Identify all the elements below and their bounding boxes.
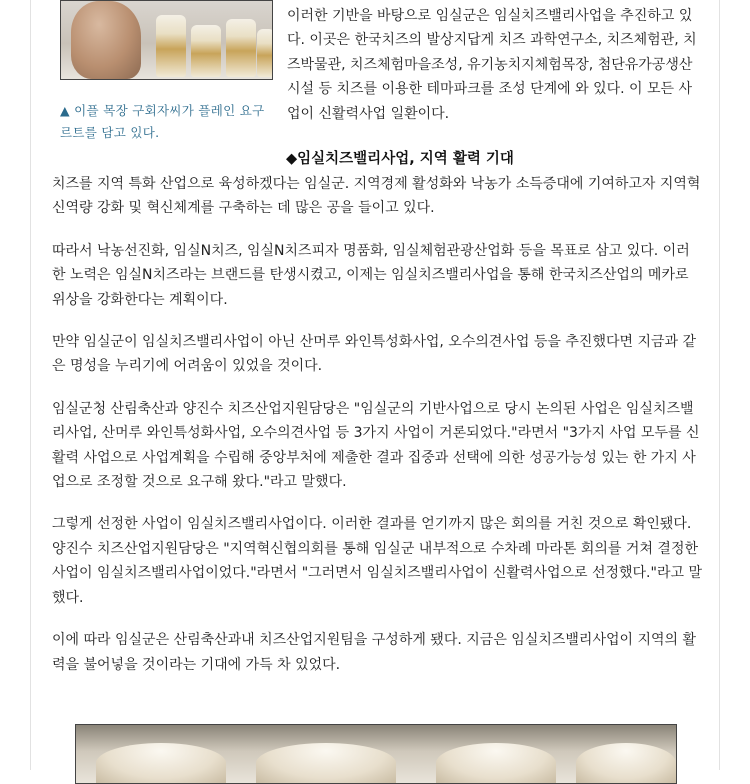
body-paragraph: 그렇게 선정한 사업이 임실치즈밸리사업이다. 이러한 결과를 얻기까지 많은 회의를 거친 것으로 확인됐다. xyxy=(52,516,692,533)
body-paragraph: 치즈를 지역 특화 산업으로 육성하겠다는 임실군. 지역경제 활성화와 낙농가 소득증대에 기여하고자 지역혁신역량 강화 및 혁신체계를 구축하는 데 많은 공을 들이고 있다. xyxy=(52,176,701,217)
yogurt-jar xyxy=(257,29,273,77)
yogurt-jar xyxy=(156,15,186,77)
hand-image-detail xyxy=(71,1,141,79)
article-body xyxy=(52,172,702,695)
yogurt-jar xyxy=(191,25,221,77)
body-paragraph: 임실군청 산림축산과 양진수 치즈산업지원담당은 "임실군의 기반사업으로 당시 논의된 사업은 임실치즈밸리사업, 산머루 와인특성화사업, 오수의견사업 등 3가지 사업이 거론되었다."라면서 "3가지 사업 모두를 신활력 사업으로 사업계획을 수립해 중앙부처에 제출한 결과 집중과 선택에 의한 성공가능성 있는 한 가지 사업으로 조정할 것으로 요구해 왔다."라고 말했다. xyxy=(52,400,700,491)
photo-caption: ▲ 이플 목장 구회자씨가 플레인 요구르트를 담고 있다. xyxy=(60,103,265,140)
yogurt-photo xyxy=(60,0,273,80)
cheese-cup xyxy=(96,743,226,783)
body-paragraph: 양진수 치즈산업지원담당은 "지역혁신협의회를 통해 임실군 내부적으로 수차례 마라톤 회의를 거쳐 결정한 사업이 임실치즈밸리사업이었다."라면서 "그러면서 임실치즈밸리사업이 신활력사업으로 선정했다."라고 말했다. xyxy=(52,540,702,606)
body-paragraph: 만약 임실군이 임실치즈밸리사업이 아닌 산머루 와인특성화사업, 오수의견사업 등을 추진했다면 지금과 같은 명성을 누리기에 어려움이 있었을 것이다. xyxy=(52,334,697,375)
yogurt-jar xyxy=(226,19,256,77)
cheese-photo xyxy=(75,724,677,784)
cheese-cup xyxy=(256,743,396,783)
body-paragraph: 이에 따라 임실군은 산림축산과내 치즈산업지원팀을 구성하게 됐다. 지금은 임실치즈밸리사업이 지역의 활력을 불어넣을 것이라는 기대에 가득 차 있었다. xyxy=(52,632,697,673)
cheese-cup xyxy=(436,743,556,783)
intro-paragraph: 이러한 기반을 바탕으로 임실군은 임실치즈밸리사업을 추진하고 있다. 이곳은 한국치즈의 발상지답게 치즈 과학연구소, 치즈체험관, 치즈박물관, 치즈체험마을조성, 유기농치지체험목장, 첨단유가공생산시설 등 치즈를 이용한 테마파크를 조성 단계에 와 있다. 이 모든 사업이 신활력사업 일환이다. xyxy=(287,8,697,122)
section-subheading: ◆임실치즈밸리사업, 지역 활력 기대 xyxy=(286,151,514,167)
body-paragraph: 따라서 낙농선진화, 임실N치즈, 임실N치즈피자 명품화, 임실체험관광산업화 등을 목표로 삼고 있다. 이러한 노력은 임실N치즈라는 브랜드를 탄생시켰고, 이제는 임실치즈밸리사업을 통해 한국치즈산업의 메카로 위상을 강화한다는 계획이다. xyxy=(52,242,690,308)
cheese-cup xyxy=(576,743,676,783)
